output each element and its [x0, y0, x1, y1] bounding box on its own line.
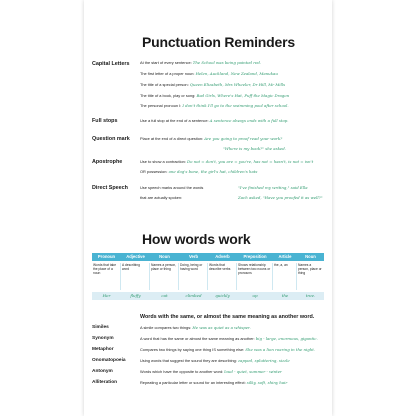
rule-line	[140, 94, 289, 98]
term-text: A simile compares two things:	[140, 325, 192, 330]
table-example-cell: cat	[161, 293, 168, 298]
term-example: loud - quiet, summer - winter	[224, 369, 282, 374]
table-header-cell: Adverb	[215, 254, 230, 259]
rule-text: The personal pronoun I:	[140, 103, 182, 108]
table-example-cell: the	[281, 293, 289, 298]
term-line	[140, 359, 290, 363]
rule-line	[140, 186, 203, 190]
rule-label-question-mark: Question mark	[92, 136, 130, 142]
reminder-sheet	[84, 0, 332, 416]
section-title-how-words-work: How words work	[142, 231, 251, 247]
rule-line	[140, 104, 289, 108]
table-header-cell: Noun	[159, 254, 170, 259]
table-description-cell: A describing word	[121, 263, 150, 290]
term-label-metaphor: Metaphor	[92, 347, 114, 352]
term-text: Compares two things by saying one thing IS something else:	[140, 347, 245, 352]
term-text: Words which have the opposite to another word:	[140, 369, 224, 374]
rule-example: Zach asked, "Have you proofed it as well?"	[238, 195, 323, 200]
table-example-cell: quickly	[215, 293, 230, 298]
rule-example: I don't think I'll go to the swimming pool after school.	[182, 103, 289, 108]
term-line	[140, 326, 251, 330]
table-header-cell: Pronoun	[97, 254, 116, 259]
rule-label-capital-letters: Capital Letters	[92, 61, 130, 67]
table-header-cell: Adjective	[126, 254, 145, 259]
rule-example: Do not = don't, you are = you're, has not = hasn't, is not = isn't	[186, 159, 314, 164]
rule-line	[140, 61, 261, 65]
table-example-cell: tree.	[305, 293, 316, 298]
rule-text: Use a full stop at the end of a sentence:	[140, 118, 209, 123]
rule-line	[140, 83, 285, 87]
term-line	[140, 337, 318, 341]
rule-line	[140, 72, 278, 76]
rule-line	[140, 196, 182, 200]
rule-text: that are actually spoken:	[140, 195, 183, 200]
term-line	[140, 370, 282, 374]
rule-line	[223, 147, 286, 151]
rule-example: Queen Elizabeth, Mrs Wheeler, Dr Hill, Mr Mills	[189, 82, 286, 87]
rule-label-direct-speech: Direct Speech	[92, 185, 128, 191]
table-description-cell: Names a person, place or thing	[150, 263, 179, 290]
rule-text: The title of a special person:	[140, 82, 189, 87]
rule-example: A sentence always ends with a full stop.	[209, 118, 289, 123]
table-description-cell: the, a, an	[273, 263, 297, 290]
rule-label-apostrophe: Apostrophe	[92, 159, 123, 165]
table-header-cell: Preposition	[243, 254, 267, 259]
rule-text: OR possession:	[140, 169, 168, 174]
table-description-cell: Words that take the place of a noun	[92, 263, 121, 290]
term-line	[140, 348, 315, 352]
table-header-cell: Noun	[305, 254, 316, 259]
table-description-cell: Names a person, place or thing	[298, 263, 322, 275]
term-example: He was as quiet as a whisper.	[192, 325, 251, 330]
rule-example: Helen, Auckland, New Zealand, Manukau	[195, 71, 278, 76]
rule-text: Use speech marks around the words	[140, 185, 204, 190]
section-heading-similar-words: Words with the same, or almost the same meaning as another word.	[140, 314, 315, 320]
rule-example: Are you going to proof read your work?	[204, 136, 283, 141]
rule-label-full-stops: Full stops	[92, 118, 118, 124]
rule-line	[140, 170, 257, 174]
table-header-cell: Article	[278, 254, 292, 259]
term-label-synonym: Synonym	[92, 336, 114, 341]
rule-line	[140, 119, 289, 123]
parts-of-speech-table	[92, 253, 324, 305]
term-example: zapped, spluttering, sizzle	[237, 358, 290, 363]
rule-text: Place at the end of a direct question:	[140, 136, 204, 141]
rule-example: "Where is my book?" she asked.	[223, 146, 286, 151]
rule-line	[140, 160, 313, 164]
table-example-cell: climbed	[185, 293, 202, 298]
table-description-cell: Shows relationship between two nouns or pronouns	[237, 263, 273, 290]
rule-example: "I've finished my writing," said Ella	[238, 185, 308, 190]
term-label-antonym: Antonym	[92, 369, 113, 374]
term-text: Repeating a particular letter or sound for an interesting effect:	[140, 380, 246, 385]
table-example-cell: fluffy	[130, 293, 141, 298]
table-example-cell: Her	[102, 293, 111, 298]
rule-example: The School was being painted red.	[192, 60, 262, 65]
term-example: She was a lion roaring in the night.	[245, 347, 316, 352]
rule-text: Use to show a contraction:	[140, 159, 186, 164]
rule-line	[238, 196, 323, 200]
page-title: Punctuation Reminders	[142, 34, 295, 50]
term-label-similes: Similes	[92, 325, 109, 330]
rule-example: Bad Girls, Where's Hat, Puff the Magic Dragon	[196, 93, 290, 98]
term-example: silky, soft, shiny hair	[246, 380, 288, 385]
rule-text: The first letter of a proper noun:	[140, 71, 195, 76]
term-label-onomatopoeia: Onomatopoeia	[92, 358, 126, 363]
table-description-cell: Doing, being or having word	[179, 263, 208, 290]
rule-text: At the start of every sentence:	[140, 60, 192, 65]
rule-example: one dog's bone, the girl's hat, children's hats	[168, 169, 258, 174]
term-label-alliteration: Alliteration	[92, 380, 118, 385]
rule-text: The title of a book, play or song:	[140, 93, 196, 98]
rule-line	[238, 186, 308, 190]
rule-line	[140, 137, 282, 141]
table-example-cell: up	[252, 293, 258, 298]
term-line	[140, 381, 287, 385]
table-description-cell: Words that describe verbs	[208, 263, 237, 290]
term-example: big - large, enormous, gigantic.	[255, 336, 318, 341]
term-text: A word that has the same or almost the same meaning as another:	[140, 336, 255, 341]
term-text: Using words that suggest the sound they are describing:	[140, 358, 237, 363]
table-header-cell: Verb	[188, 254, 199, 259]
